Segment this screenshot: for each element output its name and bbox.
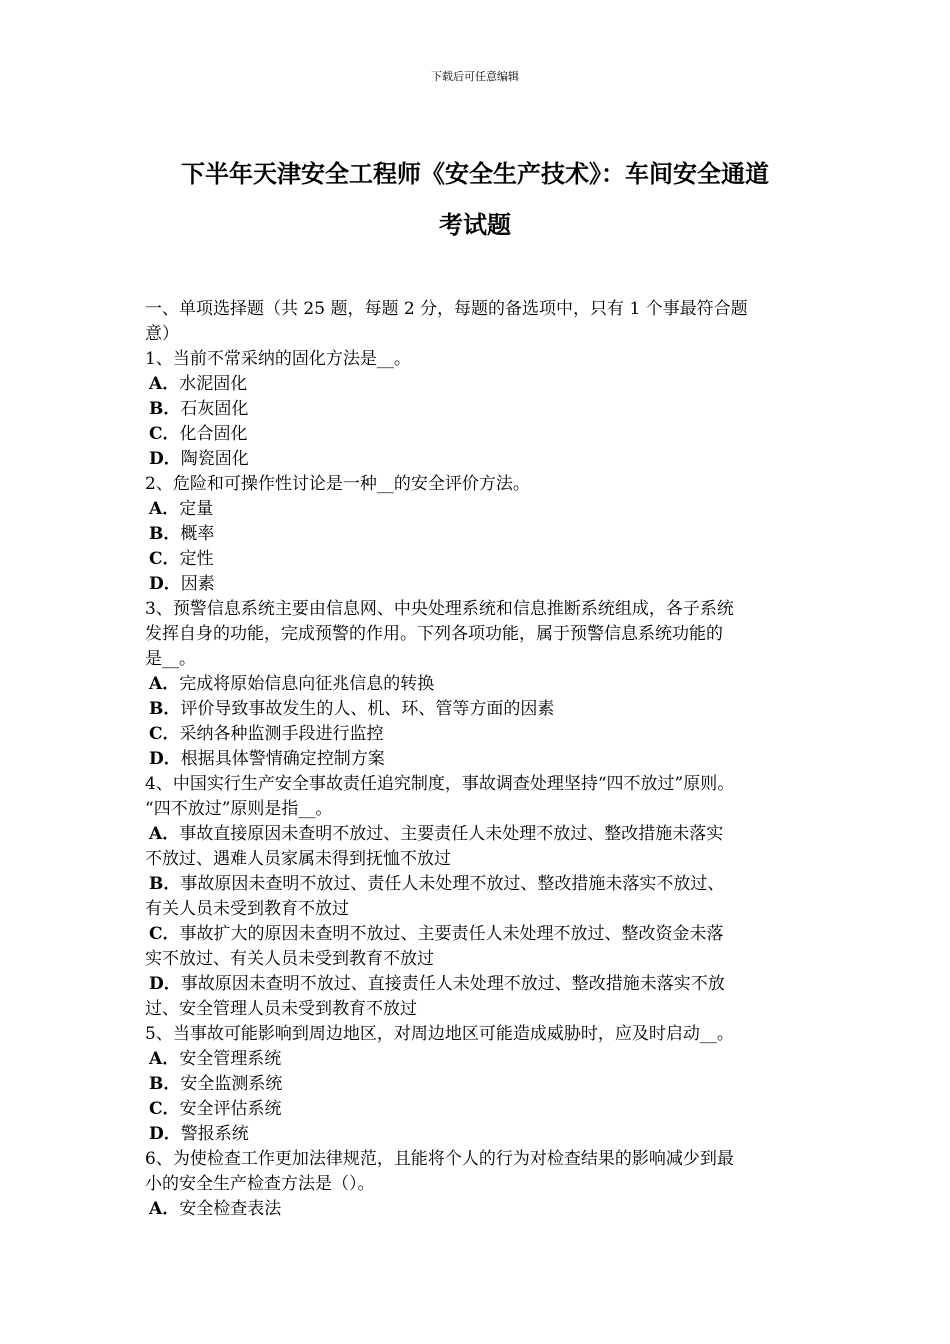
question-1-option-4-line: [145, 447, 825, 472]
question-5-text-line: 5、当事故可能影响到周边地区，对周边地区可能造成威胁时，应及时启动__。: [145, 1024, 734, 1044]
option-text: 因素: [180, 574, 215, 594]
option-text: 定性: [179, 549, 214, 569]
option-letter: A．: [149, 1049, 180, 1069]
question-3-text-line: 是__。: [145, 649, 196, 669]
option-letter: C．: [149, 1099, 180, 1119]
question-4-text-line: “四不放过”原则是指__。: [145, 799, 333, 819]
question-5-option-3-line: [145, 1097, 825, 1122]
question-6-text-line: 小的安全生产检查方法是（）。: [145, 1174, 375, 1194]
question-4-option-3-line: [145, 922, 825, 947]
option-text: 安全评估系统: [179, 1099, 282, 1119]
option-letter: B．: [149, 1074, 181, 1094]
option-text: 完成将原始信息向征兆信息的转换: [179, 674, 435, 694]
option-letter: A．: [149, 674, 180, 694]
option-letter: D．: [149, 574, 181, 594]
question-1-option-2-line: [145, 397, 825, 422]
option-letter: A．: [149, 374, 180, 394]
question-4-option-4-line: [145, 972, 825, 997]
question-2-option-2-line: [145, 522, 825, 547]
option-text: 石灰固化: [180, 399, 249, 419]
question-1-text-line: 1、当前不常采纳的固化方法是__。: [145, 349, 411, 369]
option-letter: C．: [149, 424, 180, 444]
option-text: 安全检查表法: [179, 1199, 282, 1219]
option-letter: A．: [149, 1199, 180, 1219]
option-text: 化合固化: [179, 424, 248, 444]
section-heading-line-2: 意）: [145, 324, 179, 344]
header-note: 下载后可任意编辑: [431, 70, 519, 83]
option-text: 评价导致事故发生的人、机、环、管等方面的因素: [180, 699, 555, 719]
question-3-text-line: 发挥自身的功能，完成预警的作用。下列各项功能，属于预警信息系统功能的: [145, 624, 723, 644]
option-text: 事故原因未查明不放过、直接责任人未处理不放过、整改措施未落实不放: [180, 974, 725, 994]
option-text: 安全管理系统: [179, 1049, 282, 1069]
option-letter: D．: [149, 449, 181, 469]
option-text: 事故直接原因未查明不放过、主要责任人未处理不放过、整改措施未落实: [179, 824, 724, 844]
question-4-option-1-line: [145, 822, 825, 847]
option-text: 警报系统: [180, 1124, 249, 1144]
option-text: 根据具体警情确定控制方案: [180, 749, 385, 769]
question-4-option-1-line: 不放过、遇难人员家属未得到抚恤不放过: [145, 849, 451, 869]
option-letter: D．: [149, 974, 181, 994]
question-6-text-line: 6、为使检查工作更加法律规范，且能将个人的行为对检查结果的影响减少到最: [145, 1149, 734, 1169]
option-text: 事故扩大的原因未查明不放过、主要责任人未处理不放过、整改资金未落: [179, 924, 724, 944]
question-6-option-1-line: [145, 1197, 825, 1222]
option-text: 陶瓷固化: [180, 449, 249, 469]
document-body: [145, 297, 825, 1222]
option-text: 水泥固化: [179, 374, 248, 394]
option-text: 概率: [180, 524, 215, 544]
option-letter: B．: [149, 699, 181, 719]
option-letter: B．: [149, 399, 181, 419]
question-2-option-4-line: [145, 572, 825, 597]
question-2-text-line: 2、危险和可操作性讨论是一种__的安全评价方法。: [145, 474, 530, 494]
question-1-option-1-line: [145, 372, 825, 397]
option-text: 定量: [179, 499, 214, 519]
question-4-option-2-line: 有关人员未受到教育不放过: [145, 899, 349, 919]
question-3-option-3-line: [145, 722, 825, 747]
option-letter: C．: [149, 924, 180, 944]
option-letter: C．: [149, 549, 180, 569]
document-title-line-2: 考试题: [439, 210, 511, 239]
question-4-option-4-line: 过、安全管理人员未受到教育不放过: [145, 999, 417, 1019]
option-letter: B．: [149, 524, 181, 544]
document-title-line-1: 下半年天津安全工程师《安全生产技术》：车间安全通道: [181, 159, 769, 188]
question-4-option-3-line: 实不放过、有关人员未受到教育不放过: [145, 949, 434, 969]
option-text: 采纳各种监测手段进行监控: [179, 724, 384, 744]
question-5-option-4-line: [145, 1122, 825, 1147]
question-4-text-line: 4、中国实行生产安全事故责任追究制度，事故调查处理坚持“四不放过”原则。: [145, 774, 735, 794]
option-letter: A．: [149, 499, 180, 519]
question-3-option-1-line: [145, 672, 825, 697]
question-1-option-3-line: [145, 422, 825, 447]
section-heading-line-1: 一、单项选择题（共 25 题，每题 2 分，每题的备选项中，只有 1 个事最符合题: [145, 299, 748, 319]
question-3-option-4-line: [145, 747, 825, 772]
question-2-option-3-line: [145, 547, 825, 572]
option-text: 安全监测系统: [180, 1074, 283, 1094]
option-text: 事故原因未查明不放过、责任人未处理不放过、整改措施未落实不放过、: [180, 874, 725, 894]
question-2-option-1-line: [145, 497, 825, 522]
option-letter: B．: [149, 874, 181, 894]
option-letter: A．: [149, 824, 180, 844]
option-letter: D．: [149, 1124, 181, 1144]
question-4-option-2-line: [145, 872, 825, 897]
question-5-option-2-line: [145, 1072, 825, 1097]
option-letter: C．: [149, 724, 180, 744]
option-letter: D．: [149, 749, 181, 769]
question-3-option-2-line: [145, 697, 825, 722]
question-5-option-1-line: [145, 1047, 825, 1072]
question-3-text-line: 3、预警信息系统主要由信息网、中央处理系统和信息推断系统组成，各子系统: [145, 599, 734, 619]
